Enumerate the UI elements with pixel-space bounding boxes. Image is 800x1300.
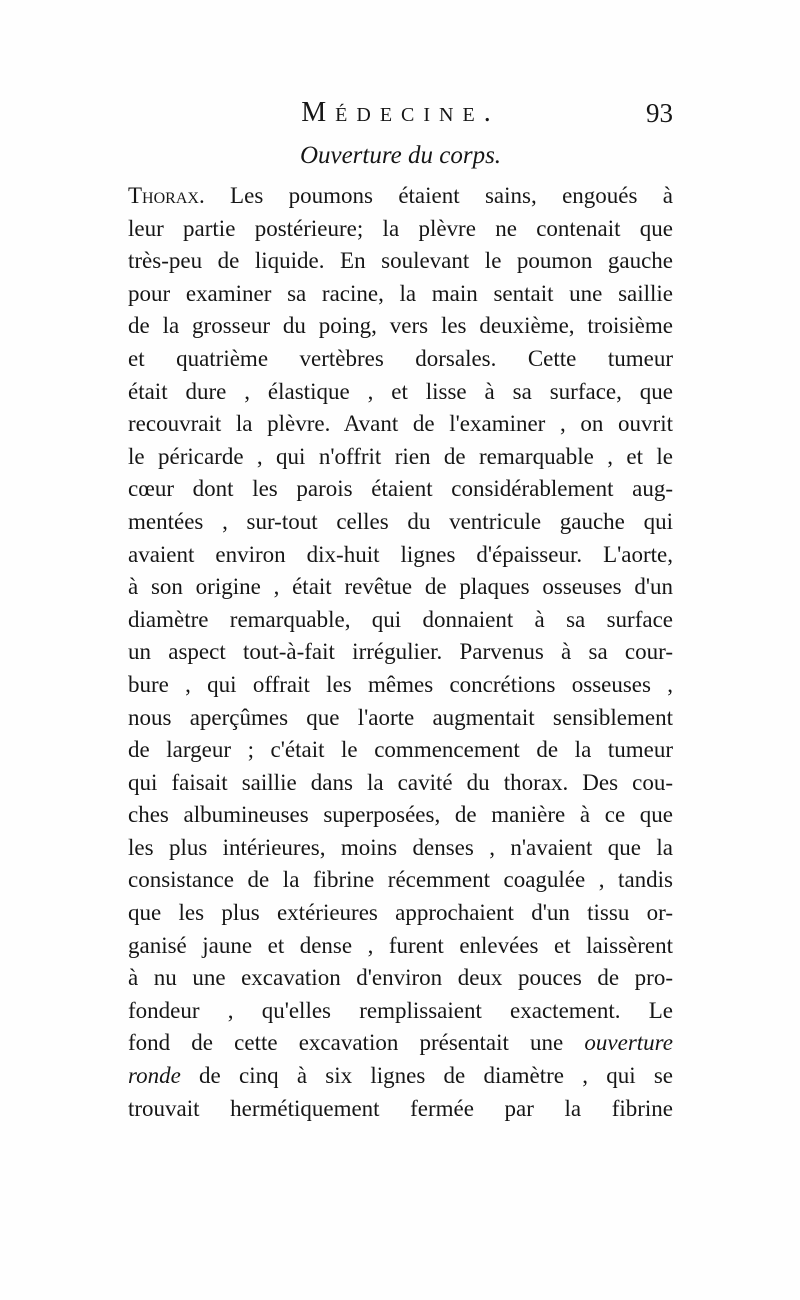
text-line: recouvrait la plèvre. Avant de l'examiner , on ouvrit [128, 411, 673, 437]
text-line: pour examiner sa racine, la main sentait une saillie [128, 280, 673, 306]
italic-term: ronde [128, 1063, 181, 1089]
running-head [128, 96, 673, 136]
text-line: à son origine , était revêtue de plaques osseuses d'un [128, 574, 673, 600]
text-line: à nu une excavation d'environ deux pouces de pro- [128, 965, 673, 991]
page-number: 93 [646, 98, 673, 128]
text-line: cœur dont les parois étaient considérablement aug- [128, 476, 673, 502]
body-paragraph [128, 180, 673, 1125]
text-line: leur partie postérieure; la plèvre ne contenait que [128, 215, 673, 241]
text-line: de largeur ; c'était le commencement de la tumeur [128, 737, 673, 763]
text-line: fondeur , qu'elles remplissaient exactement. Le [128, 997, 673, 1023]
text-line [128, 1027, 673, 1060]
text-line: mentées , sur-tout celles du ventricule gauche qui [128, 508, 673, 534]
text-line [128, 1060, 673, 1093]
text-line-content: de cinq à six lignes de diamètre , qui se [180, 1063, 673, 1089]
text-line: était dure , élastique , et lisse à sa surface, que [128, 378, 673, 404]
text-line: qui faisait saillie dans la cavité du thorax. Des cou- [128, 769, 673, 795]
text-line: trouvait hermétiquement fermée par la fibrine [128, 1095, 673, 1121]
text-line: le péricarde , qui n'offrit rien de remarquable , et le [128, 443, 673, 469]
text-line: diamètre remarquable, qui donnaient à sa surface [128, 606, 673, 632]
text-line: de la grosseur du poing, vers les deuxième, troisième [128, 313, 673, 339]
text-line: très-peu de liquide. En soulevant le poumon gauche [128, 248, 673, 274]
text-line: ches albumineuses superposées, de manière à ce que [128, 802, 673, 828]
text-line: les plus intérieures, moins denses , n'avaient que la [128, 834, 673, 860]
lead-in-word: Thorax. [128, 183, 205, 208]
text-line: avaient environ dix-huit lignes d'épaisseur. L'aorte, [128, 541, 673, 567]
text-line: que les plus extérieures approchaient d'un tissu or- [128, 900, 673, 926]
text-line: et quatrième vertèbres dorsales. Cette tumeur [128, 345, 673, 371]
text-line: nous aperçûmes que l'aorte augmentait sensiblement [128, 704, 673, 730]
italic-term: ouverture [584, 1030, 673, 1056]
text-line-content: fond de cette excavation présentait une [128, 1030, 564, 1056]
text-line [128, 180, 673, 213]
text-line: un aspect tout-à-fait irrégulier. Parvenus à sa cour- [128, 639, 673, 665]
text-line: consistance de la fibrine récemment coagulée , tandis [128, 867, 673, 893]
running-title: Médecine. [301, 97, 500, 128]
text-line-content: Les poumons étaient sains, engoués à [204, 183, 673, 208]
section-title: Ouverture du corps. [299, 142, 502, 169]
text-line: bure , qui offrait les mêmes concrétions osseuses , [128, 671, 673, 697]
text-line: ganisé jaune et dense , furent enlevées et laissèrent [128, 932, 673, 958]
